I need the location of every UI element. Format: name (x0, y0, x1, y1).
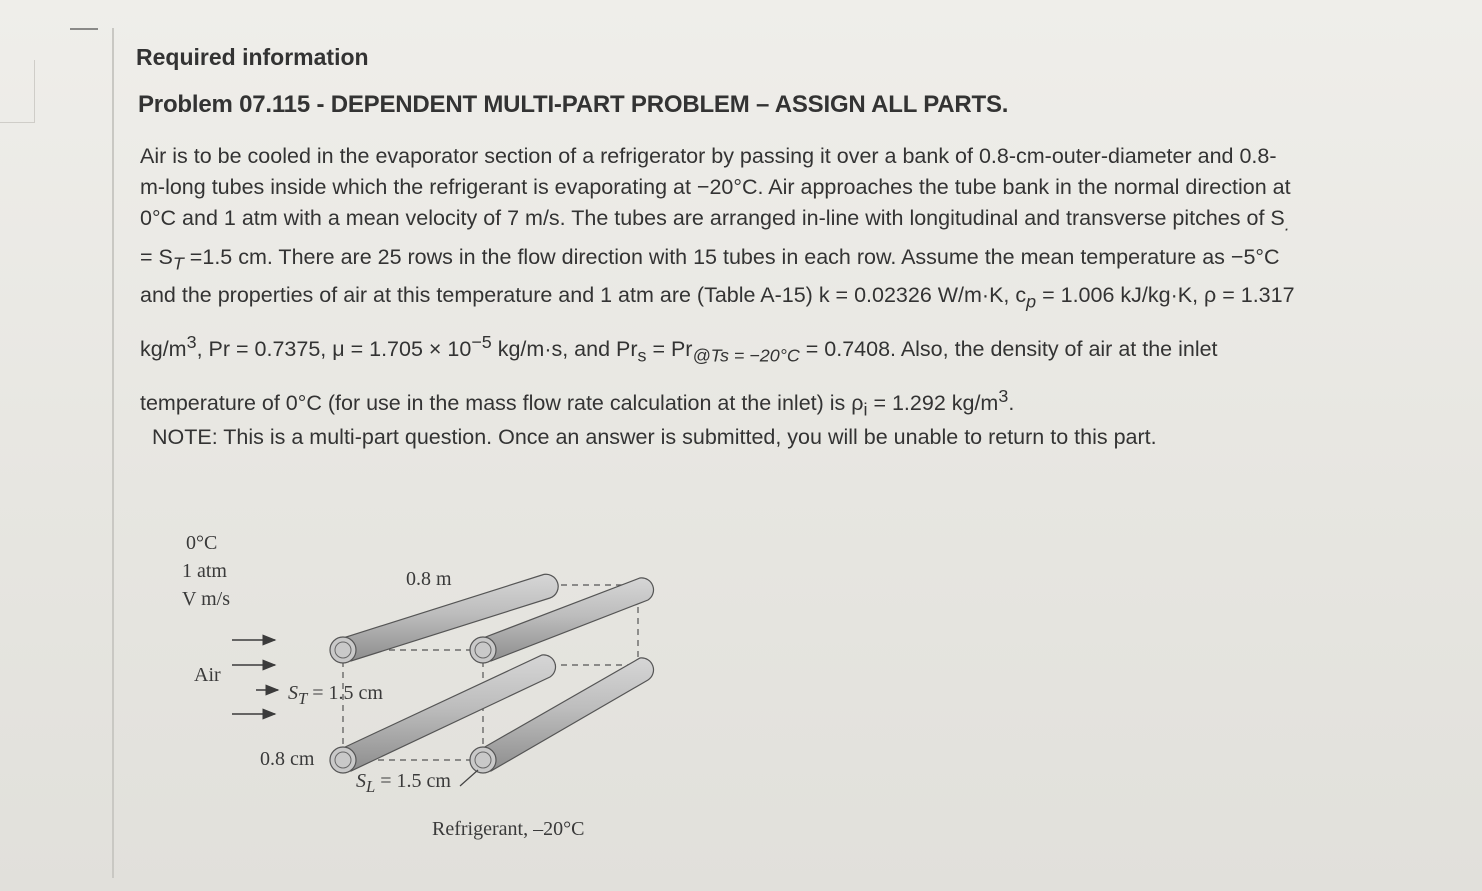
problem-line: temperature of 0°C (for use in the mass flow rate calculation at the inlet) is $\rho_i = 1.292$ $kg/m^3$. (140, 386, 1015, 420)
problem-line: $kg/m^3$, Pr = 0.7375, $\mu = 1.705 \times 10^{-5}$ kg/m·s, and $Pr_s = Pr_{@Ts = -20^\circ C} = 0.7408$. Also, the density of air at the inlet (140, 331, 1218, 366)
problem-statement (140, 141, 1440, 426)
problem-line: = $S_T =1.5$ cm. There are 25 rows in the flow direction with 15 tubes in each row. Assume the mean temperature as −5°C (140, 245, 1280, 274)
diameter-label: 0.8 cm (260, 748, 315, 770)
required-information-heading: Required information (136, 44, 369, 70)
air-label: Air (194, 664, 221, 686)
tube-length-label: 0.8 m (406, 568, 452, 590)
inlet-pressure-label: 1 atm (182, 560, 227, 582)
air-flow-arrows (232, 640, 278, 714)
refrigerant-label: Refrigerant, –20°C (432, 818, 585, 840)
transverse-pitch-label: $S_T = 1.5$ cm (288, 682, 383, 708)
tube-bank-figure (160, 520, 680, 860)
left-tab (0, 60, 35, 123)
inlet-temperature-label: 0°C (186, 532, 218, 554)
problem-line: and the properties of air at this temperature and 1 atm are (Table A-15) k = 0.02326 W/m·K, $c_p = 1.006$ kJ/kg·K, ρ = 1.317 (140, 282, 1295, 311)
problem-title: Problem 07.115 - DEPENDENT MULTI-PART PROBLEM – ASSIGN ALL PARTS. (138, 91, 1009, 118)
problem-line: Air is to be cooled in the evaporator section of a refrigerator by passing it over a bank of 0.8-cm-outer-diameter and 0.8- (140, 144, 1277, 168)
multi-part-note: NOTE: This is a multi-part question. Once an answer is submitted, you will be unable to return to this part. (152, 425, 1157, 449)
margin-rule (112, 28, 114, 878)
longitudinal-pitch-label: $S_L = 1.5$ cm (356, 770, 451, 796)
inlet-velocity-label: V m/s (182, 588, 230, 610)
problem-line: m-long tubes inside which the refrigerant is evaporating at −20°C. Air approaches the tube bank in the normal direction at (140, 175, 1291, 199)
margin-top-mark (70, 28, 98, 30)
problem-line: 0°C and 1 atm with a mean velocity of 7 m/s. The tubes are arranged in-line with longitudinal and transverse pitches of $S_.$ (140, 206, 1290, 235)
tube-front-left (330, 655, 556, 773)
sl-leader-line (460, 770, 478, 786)
